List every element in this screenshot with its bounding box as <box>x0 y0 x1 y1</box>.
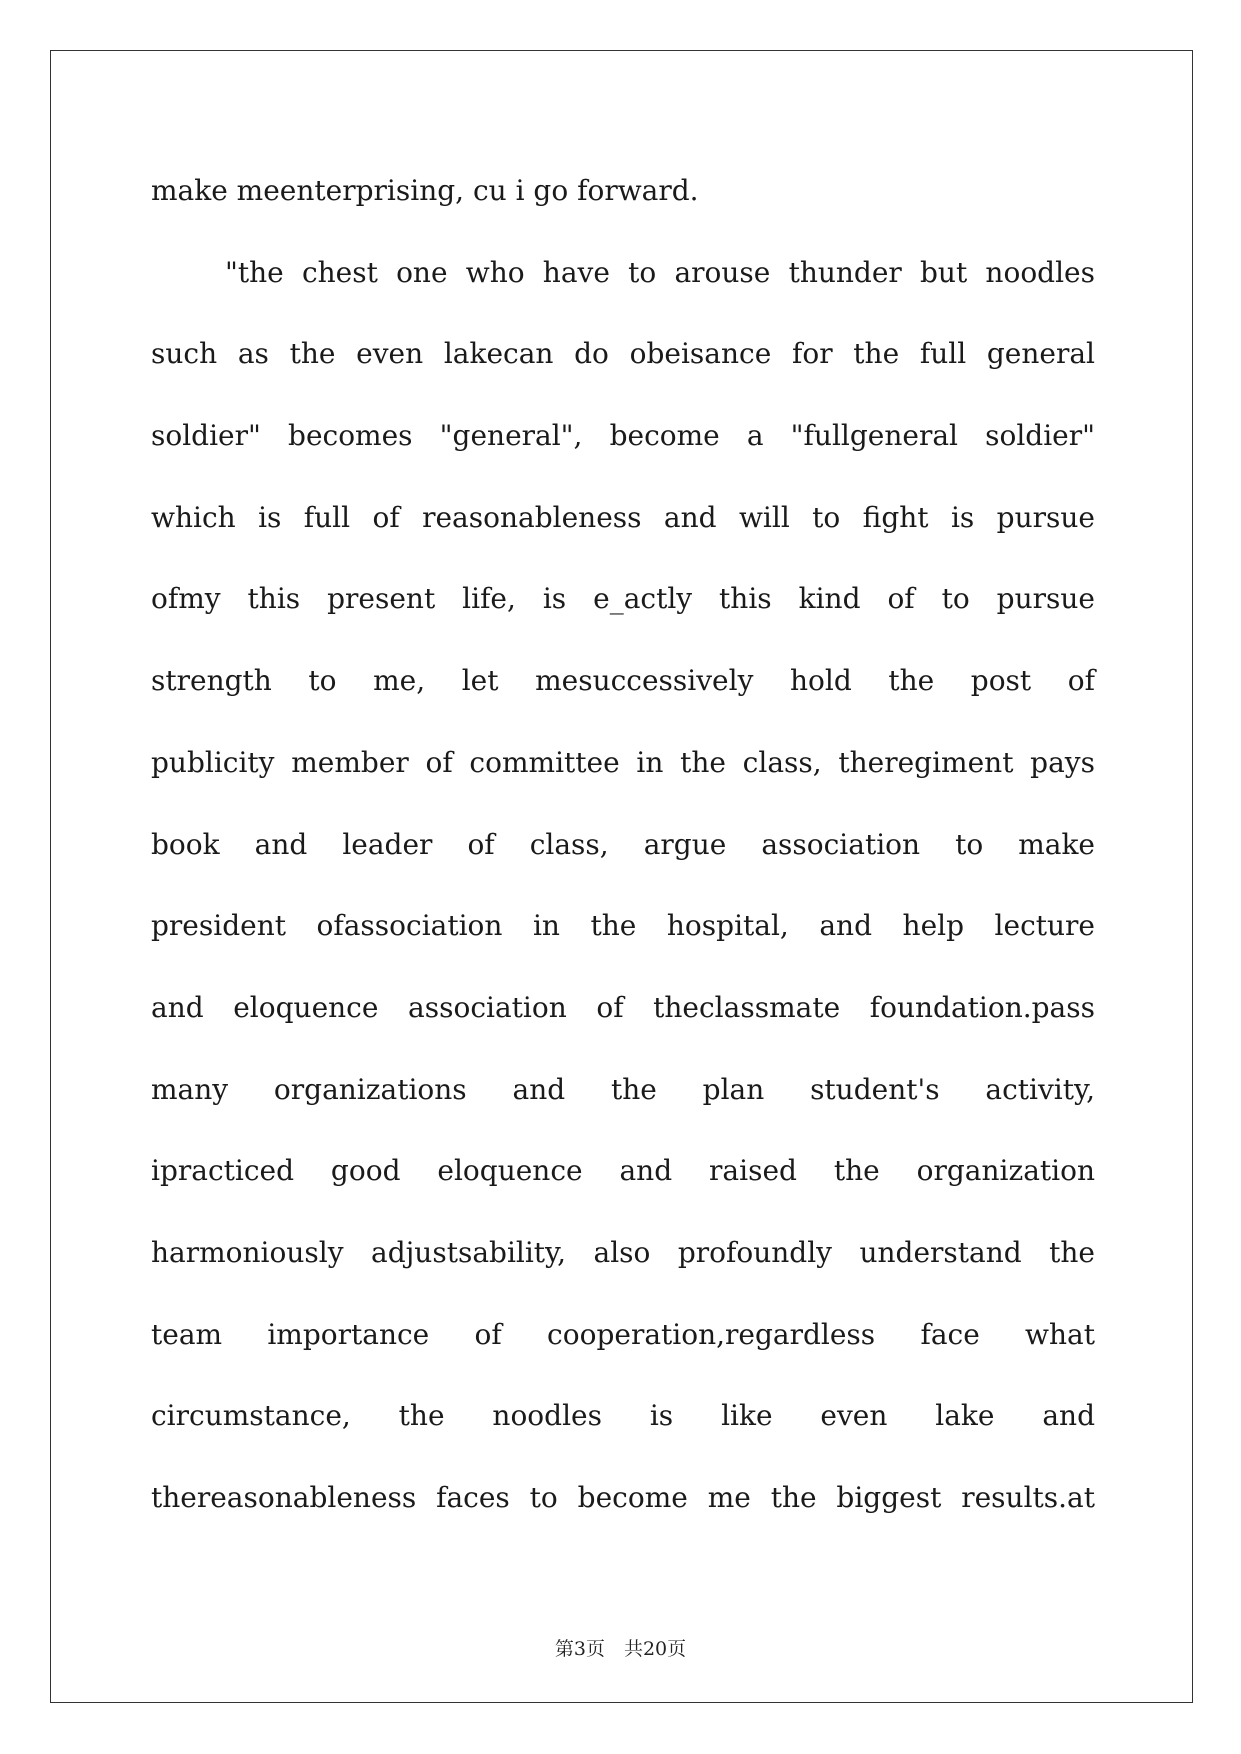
text-line-4: soldier" becomes "general", become a "fullgeneral soldier" <box>151 419 1095 453</box>
text-line-14: harmoniously adjustsability, also profoundly understand the <box>151 1235 1095 1269</box>
text-line-11: and eloquence association of theclassmate foundation.pass <box>151 990 1095 1024</box>
text-line-3: such as the even lakecan do obeisance for the full general <box>151 337 1095 371</box>
text-line-7: strength to me, let mesuccessively hold the post of <box>151 664 1095 698</box>
text-line-12: many organizations and the plan student's activity, <box>151 1072 1095 1106</box>
text-line-2: "the chest one who have to arouse thunder but noodles <box>225 255 1095 289</box>
text-line-8: publicity member of committee in the class, theregiment pays <box>151 745 1095 779</box>
text-line-5: which is full of reasonableness and will to fight is pursue <box>151 500 1095 534</box>
text-line-10: president ofassociation in the hospital, and help lecture <box>151 909 1095 943</box>
text-line-17: thereasonableness faces to become me the biggest results.at <box>151 1481 1095 1514</box>
document-body <box>151 150 1095 1539</box>
text-line-13: ipracticed good eloquence and raised the organization <box>151 1154 1095 1188</box>
text-line-1: make meenterprising, cu i go forward. <box>151 174 699 207</box>
text-line-6: ofmy this present life, is e_actly this kind of to pursue <box>151 582 1095 616</box>
text-line-16: circumstance, the noodles is like even lake and <box>151 1399 1095 1433</box>
text-line-15: team importance of cooperation,regardless face what <box>151 1317 1095 1351</box>
text-line-9: book and leader of class, argue association to make <box>151 827 1095 861</box>
page-number-footer: 第3页 共20页 <box>554 1638 687 1660</box>
